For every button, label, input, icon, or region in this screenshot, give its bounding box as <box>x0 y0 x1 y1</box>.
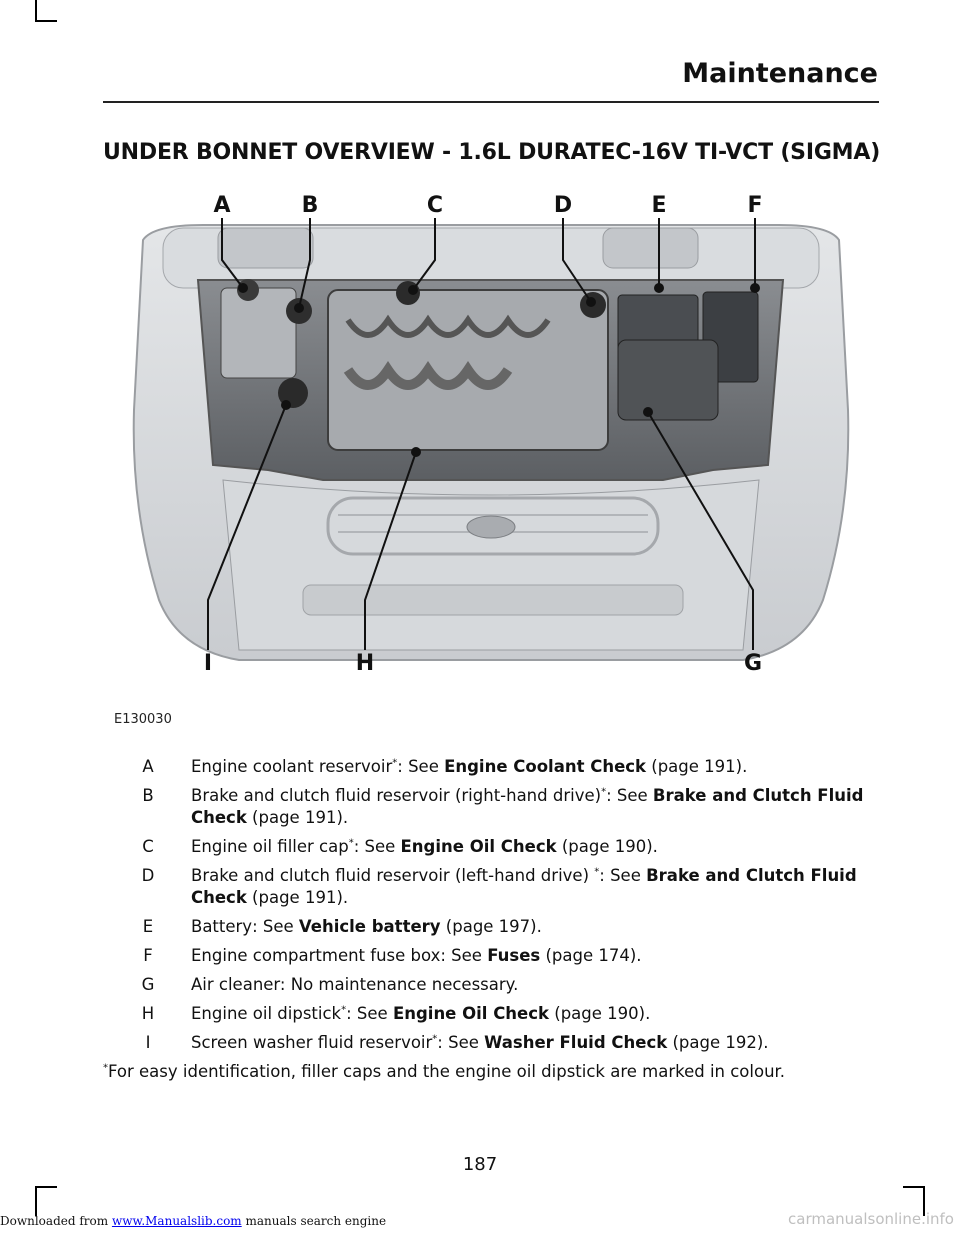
callout-d: D <box>553 193 573 218</box>
legend-key: C <box>142 837 154 856</box>
legend-item: H Engine oil dipstick*: See Engine Oil Check (page 190). <box>141 1004 651 1023</box>
legend-key: A <box>142 757 154 776</box>
legend-item: E Battery: See Vehicle battery (page 197). <box>142 917 542 936</box>
legend-item: D Brake and clutch fluid reservoir (left-hand drive) *: See Brake and Clutch Fluid Check (page 191). <box>141 866 857 907</box>
legend-item: A Engine coolant reservoir*: See Engine Coolant Check (page 191). <box>142 757 748 776</box>
cross-reference: Fuses <box>487 946 541 965</box>
crop-mark <box>35 0 37 22</box>
manualslib-link[interactable]: www.Manualslib.com <box>111 1214 242 1228</box>
header-rule <box>103 101 879 103</box>
callout-e: E <box>651 193 667 218</box>
legend-item: F Engine compartment fuse box: See Fuses (page 174). <box>103 945 879 967</box>
legend-key: E <box>142 917 154 936</box>
cross-reference: Engine Coolant Check <box>444 757 647 776</box>
legend-item: I Screen washer fluid reservoir*: See Washer Fluid Check (page 192). <box>103 1032 879 1054</box>
page-title: UNDER BONNET OVERVIEW - 1.6L DURATEC-16V TI-VCT (SIGMA) <box>103 140 881 165</box>
page-number: 187 <box>462 1154 498 1175</box>
legend-key: H <box>141 1004 155 1023</box>
legend-item: B Brake and clutch fluid reservoir (right-hand drive)*: See Brake and Clutch Fluid Check (page 191). <box>142 786 864 827</box>
legend-key: D <box>141 866 155 885</box>
legend-item: C Engine oil filler cap*: See Engine Oil Check (page 190). <box>142 837 658 856</box>
callout-b: B <box>301 193 319 218</box>
legend-item: G Air cleaner: No maintenance necessary. <box>141 975 519 994</box>
crop-mark <box>35 1186 57 1188</box>
cross-reference: Brake and Clutch Fluid Check <box>191 786 864 827</box>
crop-mark <box>35 1186 37 1216</box>
figure-id: E130030 <box>114 712 172 727</box>
callout-i: I <box>203 651 213 676</box>
cross-reference: Vehicle battery <box>298 917 441 936</box>
callout-c: C <box>426 193 444 218</box>
engine-bay-figure <box>103 180 879 730</box>
cross-reference: Engine Oil Check <box>392 1004 550 1023</box>
legend-key: F <box>143 946 153 965</box>
section-header: Maintenance <box>682 58 878 89</box>
legend-list <box>103 756 879 1083</box>
legend-key: G <box>141 975 155 994</box>
engine-bay-illustration <box>103 180 879 730</box>
download-footer: Downloaded from www.Manualslib.com manuals search engine <box>0 1214 387 1228</box>
legend-key: B <box>142 786 154 805</box>
callout-h: H <box>355 651 375 676</box>
footnote: *For easy identification, filler caps and the engine oil dipstick are marked in colour. <box>103 1062 786 1081</box>
crop-mark <box>35 20 57 22</box>
callout-f: F <box>747 193 763 218</box>
legend-key: I <box>145 1033 151 1052</box>
watermark-text: carmanualsonline.info <box>788 1210 954 1228</box>
cross-reference: Washer Fluid Check <box>484 1033 668 1052</box>
cross-reference: Engine Oil Check <box>400 837 557 856</box>
callout-a: A <box>213 193 231 218</box>
cross-reference: Brake and Clutch Fluid Check <box>191 866 857 907</box>
callout-g: G <box>743 651 763 676</box>
crop-mark <box>903 1186 925 1188</box>
